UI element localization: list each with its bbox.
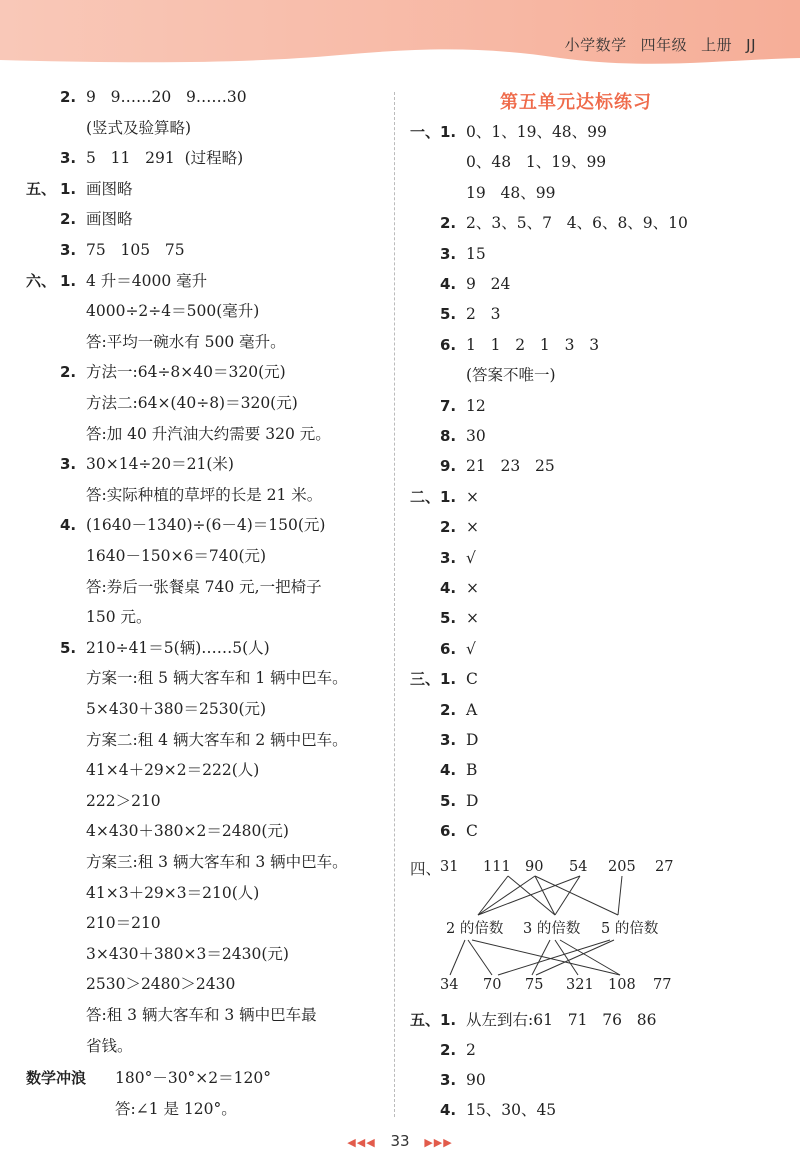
- answer-text: (竖式及验算略): [86, 118, 192, 137]
- item-number: 3.: [440, 244, 457, 263]
- item-number: 6.: [440, 639, 457, 658]
- item-number: 2.: [440, 214, 457, 233]
- answer-text: 1640－150×6＝740(元): [86, 547, 267, 565]
- item-number: 2.: [60, 363, 77, 382]
- item-number: 9.: [440, 457, 457, 476]
- answer-text: √: [466, 639, 476, 658]
- answer-text: 0、1、19、48、99: [466, 123, 607, 141]
- right-arrows-icon: ▶▶▶: [424, 1136, 453, 1149]
- answer-text: 4×430＋380×2＝2480(元): [86, 822, 289, 841]
- section-prefix: 五、: [410, 1011, 441, 1029]
- answer-text: 9 24: [466, 275, 511, 293]
- item-number: 4.: [60, 516, 77, 535]
- answer-text: 方案一:租 5 辆大客车和 1 辆中巴车。: [86, 669, 348, 688]
- answer-text: 5×430＋380＝2530(元): [86, 700, 267, 718]
- answer-text: 75 105 75: [86, 241, 185, 259]
- answer-text: ×: [466, 518, 479, 537]
- answer-text: 1 1 2 1 3 3: [466, 335, 600, 354]
- answer-text: 2 3: [466, 305, 501, 324]
- answer-text: 3×430＋380×3＝2430(元): [86, 944, 289, 963]
- answer-text: 方案二:租 4 辆大客车和 2 辆中巴车。: [86, 730, 348, 749]
- item-number: 1.: [440, 670, 457, 689]
- answer-text: 答:平均一碗水有 500 毫升。: [86, 332, 286, 351]
- answer-text: 15: [466, 244, 486, 263]
- section-prefix: 三、: [410, 670, 441, 689]
- item-number: 5.: [440, 791, 457, 810]
- answer-text: 2530＞2480＞2430: [86, 975, 236, 994]
- q4-bottom-number: 77: [653, 977, 672, 993]
- match-line: [468, 940, 492, 975]
- item-number: 2.: [60, 88, 77, 106]
- item-number: 4.: [440, 275, 457, 293]
- q4-bottom-number: 75: [525, 977, 544, 993]
- answer-text: ×: [466, 579, 479, 597]
- item-number: 3.: [440, 1071, 457, 1089]
- item-number: 4.: [440, 1101, 457, 1119]
- answer-text: 41×4＋29×2＝222(人): [86, 761, 260, 780]
- volume-label: 上册: [701, 36, 733, 54]
- answer-text: 210÷41＝5(辆)……5(人): [86, 638, 270, 657]
- answer-text: B: [466, 761, 478, 780]
- answer-text: C: [466, 822, 478, 841]
- q4-bottom-number: 321: [566, 977, 594, 993]
- answer-text: 30×14÷20＝21(米): [86, 455, 234, 474]
- item-number: 1.: [440, 1011, 457, 1029]
- section-prefix: 六、: [26, 271, 57, 290]
- item-number: 4.: [440, 579, 457, 597]
- answer-text: 9 9……20 9……30: [86, 88, 247, 106]
- item-number: 1.: [60, 179, 77, 198]
- answer-text: 2、3、5、7 4、6、8、9、10: [466, 214, 688, 233]
- q4-top-number: 27: [655, 859, 674, 875]
- answer-text: 12: [466, 396, 486, 415]
- answer-text: 41×3＋29×3＝210(人): [86, 883, 260, 902]
- item-number: 4.: [440, 761, 457, 780]
- q4-bottom-number: 108: [608, 977, 636, 993]
- answer-text: √: [466, 548, 476, 567]
- item-number: 8.: [440, 427, 457, 445]
- answer-text: ×: [466, 487, 479, 506]
- match-line: [478, 876, 535, 915]
- edition-label: JJ: [746, 36, 756, 54]
- answer-text: 4 升＝4000 毫升: [86, 271, 208, 290]
- challenge-line-2: 答:∠1 是 120°。: [115, 1100, 237, 1118]
- left-arrows-icon: ◀◀◀: [347, 1136, 376, 1149]
- answer-text: D: [466, 791, 479, 810]
- match-line: [535, 876, 555, 915]
- item-number: 3.: [440, 731, 457, 749]
- answer-text: A: [466, 700, 478, 719]
- answer-text: 答:券后一张餐桌 740 元,一把椅子: [86, 577, 322, 596]
- answer-text: 222＞210: [86, 791, 161, 810]
- answer-text: 19 48、99: [466, 183, 556, 202]
- answer-text: 210＝210: [86, 914, 161, 933]
- item-number: 7.: [440, 396, 457, 415]
- item-number: 6.: [440, 335, 457, 354]
- item-number: 3.: [440, 548, 457, 567]
- match-line: [498, 940, 610, 975]
- subject-label: 小学数学: [564, 36, 627, 54]
- answer-text: 答:实际种植的草坪的长是 21 米。: [86, 485, 323, 504]
- item-number: 2.: [440, 1041, 457, 1059]
- q4-bottom-number: 34: [440, 977, 459, 993]
- answer-text: 21 23 25: [466, 457, 555, 476]
- item-number: 5.: [60, 638, 77, 657]
- item-number: 1.: [440, 123, 457, 141]
- q4-top-number: 90: [525, 859, 544, 875]
- match-line: [472, 940, 620, 975]
- answer-text: 0、48 1、19、99: [466, 153, 607, 172]
- item-number: 1.: [60, 271, 77, 290]
- section-prefix: 二、: [410, 487, 441, 506]
- answer-text: 方案三:租 3 辆大客车和 3 辆中巴车。: [86, 853, 348, 871]
- match-line: [560, 940, 620, 975]
- section-prefix: 一、: [410, 123, 441, 141]
- q4-bottom-number: 70: [483, 977, 502, 993]
- answer-text: 150 元。: [86, 608, 152, 627]
- match-line: [618, 876, 622, 915]
- q4-multiple-label: 2 的倍数: [446, 921, 504, 937]
- match-line: [450, 940, 465, 975]
- answer-text: 画图略: [86, 210, 133, 229]
- q4-label: 四、: [410, 860, 442, 878]
- item-number: 2.: [440, 518, 457, 537]
- item-number: 2.: [440, 700, 457, 719]
- challenge-label: 数学冲浪: [26, 1069, 87, 1087]
- answer-text: 方法二:64×(40÷8)＝320(元): [86, 394, 298, 412]
- challenge-line-1: 180°－30°×2＝120°: [115, 1069, 271, 1087]
- section-title: 第五单元达标练习: [500, 92, 652, 113]
- answer-text: D: [466, 731, 479, 749]
- answer-text: (答案不唯一): [466, 366, 556, 385]
- answer-text: 2: [466, 1041, 476, 1059]
- q4-top-number: 31: [440, 859, 459, 875]
- item-number: 3.: [60, 149, 77, 168]
- answer-text: (1640－1340)÷(6－4)＝150(元): [86, 516, 326, 535]
- footer: [0, 1132, 800, 1150]
- answer-text: 30: [466, 427, 486, 445]
- item-number: 1.: [440, 487, 457, 506]
- page-number: 33: [390, 1132, 410, 1150]
- answer-text: 画图略: [86, 179, 133, 198]
- answer-text: 省钱。: [86, 1036, 133, 1055]
- q4-top-number: 205: [608, 859, 636, 875]
- answer-text: ×: [466, 609, 479, 628]
- item-number: 2.: [60, 210, 77, 229]
- answer-text: 90: [466, 1071, 486, 1089]
- section-prefix: 五、: [26, 179, 57, 198]
- answer-text: 从左到右:61 71 76 86: [466, 1011, 657, 1029]
- item-number: 3.: [60, 455, 77, 474]
- q4-top-number: 111: [483, 859, 511, 875]
- answer-text: 5 11 291 (过程略): [86, 149, 244, 168]
- q4-top-number: 54: [569, 859, 588, 875]
- answer-text: 答:租 3 辆大客车和 3 辆中巴车最: [86, 1006, 317, 1024]
- grade-label: 四年级: [640, 36, 688, 54]
- item-number: 5.: [440, 305, 457, 324]
- answer-text: C: [466, 670, 478, 689]
- q4-multiple-label: 3 的倍数: [523, 921, 581, 937]
- q4-multiple-label: 5 的倍数: [601, 921, 659, 937]
- item-number: 6.: [440, 822, 457, 841]
- answer-text: 答:加 40 升汽油大约需要 320 元。: [86, 424, 331, 443]
- answer-text: 4000÷2÷4＝500(毫升): [86, 302, 260, 321]
- item-number: 3.: [60, 241, 77, 259]
- item-number: 5.: [440, 609, 457, 628]
- answer-text: 方法一:64÷8×40＝320(元): [86, 363, 286, 382]
- answer-text: 15、30、45: [466, 1101, 557, 1119]
